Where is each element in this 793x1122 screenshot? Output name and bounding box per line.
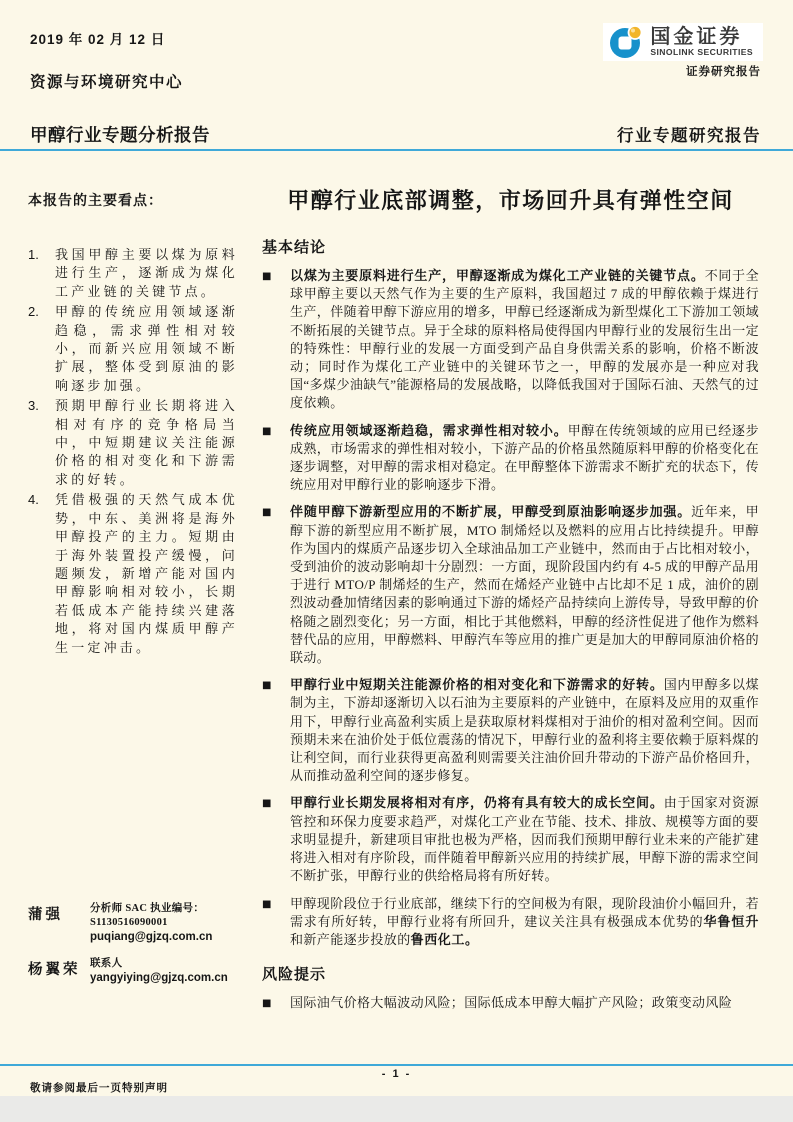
bullet-square-icon: ■ [262,271,272,282]
logo-name-en: SINOLINK SECURITIES [650,47,753,57]
report-series-title: 甲醇行业专题分析报告 [30,125,210,145]
bullet-square-icon: ■ [262,998,272,1010]
sinolink-logo-icon [609,25,643,59]
conclusion-bullet [262,422,759,495]
analyst-info [90,902,243,945]
report-category: 行业专题研究报告 [617,126,761,145]
bullet-square-icon: ■ [262,680,272,692]
bullet-text: 传统应用领域逐渐趋稳，需求弹性相对较小。甲醇在传统领域的应用已经逐步成熟，市场需求的弹性相对较小，下游产品的价格虽然随原料甲醇的价格变化在逐步调整，对甲醇的需求相对稳定。在甲醇整体下游需求不断扩充的状态下，传统应用对甲醇行业的影响逐步下滑。 [290,422,760,493]
footer-disclaimer: 敬请参阅最后一页特别声明 [30,1083,168,1094]
conclusion-bullet-recommendation [262,895,759,950]
conclusion-bullet [262,794,759,885]
page-edge-strip [0,1096,793,1122]
key-point-item [28,303,238,395]
bullet-text: 以煤为主要原料进行生产，甲醇逐渐成为煤化工产业链的关键节点。不同于全球甲醇主要以天然气作为主要的生产原料，我国超过 7 成的甲醇依赖于煤进行生产，伴随着甲醇下游应用的增多，甲醇已经逐渐成为新型煤化工下游加工领域不断拓展的关键节点。异于全球的原料格局使得国内甲醇行业的发展衍生出一定的特殊性：甲醇行业的发展一方面受到产品自身供需关系的影响，价格不断波动；同时作为煤化工产业链中的关键环节之一，甲醇的发展亦是一种应对我国“多煤少油缺气”能源格局的发展战略，以降低我国对于国际石油、天然气的过度依赖。 [290,268,760,411]
key-point-number: 2. [28,304,39,320]
analyst-email: yangyiying@gjzq.com.cn [90,972,228,984]
conclusion-bullet [262,503,759,667]
sidebar-heading: 本报告的主要看点： [28,194,163,209]
page-number: - 1 - [381,1068,412,1080]
stock-name: 华鲁恒升 [703,913,759,929]
bullet-square-icon: ■ [262,425,272,437]
bullet-square-icon: ■ [262,507,272,519]
key-point-text: 预期甲醇行业长期将进入相对有序的竞争格局当中，中短期建议关注能源价格的相对变化和下游需求的好转。 [55,398,238,487]
analyst-role: 分析师 SAC 执业编号：S1130516090001 [90,903,205,928]
conclusion-bullet [262,676,759,785]
key-point-number: 1. [28,247,39,262]
analyst-row [28,902,243,945]
research-department: 资源与环境研究中心 [30,74,184,91]
bullet-square-icon: ■ [262,898,272,910]
analyst-info [90,957,228,986]
section-conclusion-heading: 基本结论 [262,240,327,256]
key-point-text: 我国甲醇主要以煤为原料进行生产，逐渐成为煤化工产业链的关键节点。 [55,247,238,299]
key-point-item [28,246,238,301]
report-date: 2019 年 02 月 12 日 [30,32,166,47]
bullet-square-icon: ■ [262,798,272,810]
section-risk-heading: 风险提示 [262,967,327,984]
logo-name-cn: 国金证券 [650,26,743,48]
key-point-text: 凭借极强的天然气成本优势，中东、美洲将是海外甲醇投产的主力。短期由于海外装置投产缓慢，问题频发，新增产能对国内甲醇影响相对较小，长期若低成本产能持续兴建落地，将对国内煤质甲醇产生一定冲击。 [55,492,238,655]
sidebar-key-points [28,190,238,984]
bullet-text: 甲醇行业中短期关注能源价格的相对变化和下游需求的好转。国内甲醇多以煤制为主，下游却逐渐切入以石油为主要原料的产业链中，在原料及应用的双重作用下，甲醇行业高盈利实质上是获取原材料煤相对于油价的相对盈利空间。因而预期未来在油价处于低位震荡的情况下，甲醇行业的盈利将主要依赖于原料煤的让利空间，而行业获得更高盈利则需要关注油价回升带动的下游产品价格回升，从而推动盈利空间的逐步修复。 [290,677,760,784]
main-content [262,186,759,1022]
bullet-text: 伴随甲醇下游新型应用的不断扩展，甲醇受到原油影响逐步加强。近年来，甲醇下游的新型应用不断扩展，MTO 制烯烃以及燃料的应用占比持续提升。甲醇作为国内的煤质产品逐步切入全球油品加工产业链中，然而由于占比相对较小，受到油价的波动影响却十分剧烈：一方面，现阶段国内约有 4-5 成的甲醇产品用于进行 MTO/P 制烯烃的生产，然而在烯烃产业链中占比却不足 1 成，油价的剧烈波动叠加情绪因素的影响通过下游的烯烃产品持续向上游传导，导致甲醇的价格随之剧烈变化；另一方面，相比于其他燃料，甲醇的经济性促进了他作为燃料替代品的应用，甲醇燃料、甲醇汽车等应用的推广更是加大的甲醇同原油价格的联动。 [290,504,760,666]
analyst-name: 杨翼荣 [28,962,81,978]
conclusion-bullet [262,267,759,413]
bullet-text: 甲醇行业长期发展将相对有序，仍将有具有较大的成长空间。由于国家对资源管控和环保力度要求趋严，对煤化工产业在节能、技术、排放、规模等方面的要求明显提升，新建项目审批也极为严格，因而我们预期甲醇行业未来的产能扩建将进入相对有序阶段，而伴随着甲醇新兴应用的持续扩展，甲醇下游的需求空间不断扩张，甲醇行业的供给格局将有所好转。 [290,795,760,884]
bullet-text: 甲醇现阶段位于行业底部，继续下行的空间极为有限，现阶段油价小幅回升，若需求有所好转，甲醇行业将有所回升，建议关注具有极强成本优势的华鲁恒升和新产能逐步投放的鲁西化工。 [290,895,760,947]
analyst-block [28,902,243,998]
report-kind-caption: 证券研究报告 [686,66,761,78]
analyst-role: 联系人 [90,958,123,969]
logo-text [650,27,753,57]
risk-text: 国际油气价格大幅波动风险；国际低成本甲醇大幅扩产风险；政策变动风险 [290,995,733,1011]
analyst-row [28,957,243,986]
risk-bullet [262,994,759,1013]
key-point-number: 4. [28,492,39,508]
analyst-email: puqiang@gjzq.com.cn [90,931,213,943]
footer-divider [0,1064,793,1066]
page-title: 甲醇行业底部调整，市场回升具有弹性空间 [287,188,734,213]
key-point-item [28,397,238,489]
header-divider [0,149,793,151]
sinolink-logo [603,23,763,61]
key-point-number: 3. [28,398,39,414]
stock-name: 鲁西化工。 [410,931,479,947]
key-point-text: 甲醇的传统应用领域逐渐趋稳，需求弹性相对较小，而新兴应用领域不断扩展，整体受到原油的影响逐步加强。 [55,304,238,393]
key-point-item [28,491,238,657]
analyst-name: 蒲强 [28,907,63,923]
